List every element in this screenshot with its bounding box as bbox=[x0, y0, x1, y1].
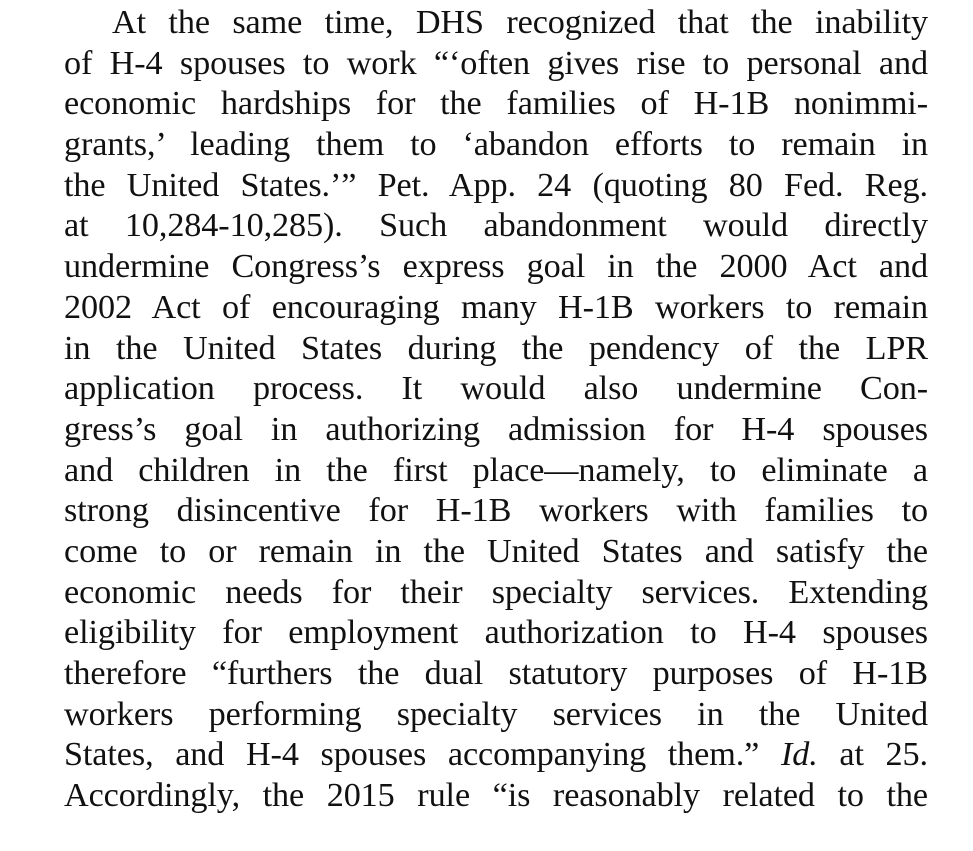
text-segment: and children in the first place—namely, to eliminate a bbox=[64, 451, 928, 489]
text-line bbox=[64, 206, 928, 247]
text-line bbox=[64, 329, 928, 370]
text-segment: States, and H-4 spouses accompanying them.” bbox=[64, 736, 781, 774]
text-segment: At the same time, DHS recognized that the inability bbox=[112, 4, 928, 41]
text-segment: gress’s goal in authorizing admission for H-4 spouses bbox=[64, 410, 928, 448]
text-line bbox=[64, 776, 928, 817]
text-segment: in the United States during the pendency of the LPR bbox=[64, 329, 928, 367]
text-segment: workers performing specialty services in the United bbox=[64, 695, 928, 733]
text-line bbox=[64, 573, 928, 614]
text-segment: undermine Congress’s express goal in the 2000 Act and bbox=[64, 248, 928, 286]
text-segment: come to or remain in the United States and satisfy the bbox=[64, 532, 928, 570]
text-segment: therefore “furthers the dual statutory purposes of H-1B bbox=[64, 655, 928, 692]
text-segment: eligibility for employment authorization to H-4 spouses bbox=[64, 614, 928, 652]
text-segment: of H-4 spouses to work “‘often gives rise to personal and bbox=[64, 44, 928, 82]
text-line bbox=[64, 84, 928, 125]
citation-id: Id. bbox=[780, 736, 818, 774]
text-segment: economic needs for their specialty services. Extending bbox=[64, 573, 928, 611]
text-line bbox=[64, 3, 928, 44]
document-page bbox=[64, 3, 928, 817]
text-line bbox=[64, 288, 928, 329]
text-segment: 2002 Act of encouraging many H-1B workers to remain bbox=[64, 288, 928, 326]
text-segment: at 10,284-10,285). Such abandonment would directly bbox=[64, 207, 928, 245]
text-segment: Accordingly, the 2015 rule “is reasonably related to the bbox=[64, 777, 928, 815]
text-line bbox=[64, 451, 928, 492]
text-segment: at 25. bbox=[817, 736, 928, 774]
text-line bbox=[64, 491, 928, 532]
body-paragraph bbox=[64, 3, 928, 817]
text-line bbox=[64, 735, 928, 776]
text-line bbox=[64, 369, 928, 410]
text-segment: economic hardships for the families of H-1B nonimmi- bbox=[64, 85, 928, 123]
text-line bbox=[64, 247, 928, 288]
text-line bbox=[64, 44, 928, 85]
text-segment: grants,’ leading them to ‘abandon efforts to remain in bbox=[64, 126, 928, 164]
text-line bbox=[64, 125, 928, 166]
text-line bbox=[64, 613, 928, 654]
text-line bbox=[64, 166, 928, 207]
text-line bbox=[64, 654, 928, 695]
text-line bbox=[64, 695, 928, 736]
text-segment: strong disincentive for H-1B workers with families to bbox=[64, 492, 928, 530]
text-line bbox=[64, 410, 928, 451]
text-segment: application process. It would also undermine Con- bbox=[64, 370, 928, 408]
text-segment: the United States.’” Pet. App. 24 (quoting 80 Fed. Reg. bbox=[64, 166, 928, 204]
text-line bbox=[64, 532, 928, 573]
